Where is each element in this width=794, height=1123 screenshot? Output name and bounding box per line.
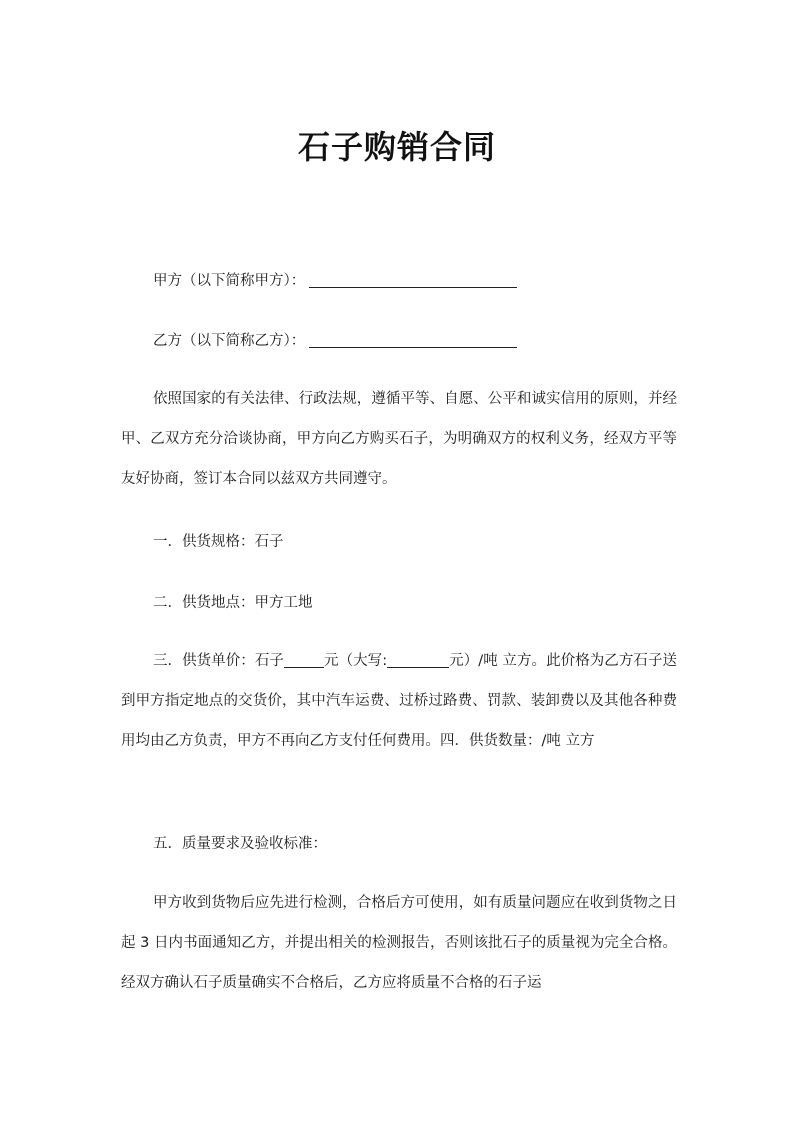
clause-3-unit2: 元）/吨 立方。此价格为乙方 bbox=[449, 653, 634, 669]
party-a-label: 甲方（以下简称甲方）： bbox=[153, 273, 306, 289]
document-title: 石子购销合同 bbox=[297, 128, 496, 166]
party-a-blank bbox=[309, 273, 517, 288]
preamble-paragraph: 依照国家的有关法律、行政法规，遵循平等、自愿、公平和诚实信用的原则，并经甲、乙双方充分洽谈协商，甲方向乙方购买石子，为明确双方的权利义务，经双方平等友好协商，签订本合同以兹双方共同遵守。 bbox=[121, 391, 677, 487]
clause-3-rest: 石子送到甲方指定地点的交货价，其中汽车运费、过桥过路费、罚款、装卸费以及其他各种费用均由乙方负责，甲方不再向乙方支付任何费用。四．供货数量：/吨 立方 bbox=[121, 653, 678, 749]
party-b-line bbox=[153, 329, 517, 350]
price-uppercase-blank bbox=[387, 653, 449, 668]
clause-5-heading: 五．质量要求及验收标准： bbox=[153, 836, 327, 852]
party-b-label: 乙方（以下简称乙方）： bbox=[153, 333, 306, 349]
quality-paragraph: 甲方收到货物后应先进行检测，合格后方可使用，如有质量问题应在收到货物之日起 3 日内书面通知乙方，并提出相关的检测报告，否则该批石子的质量视为完全合格。经双方确认石子质量确实不合格后，乙方应将质量不合格的石子运 bbox=[121, 895, 677, 991]
party-b-blank bbox=[309, 333, 517, 348]
clause-3-paragraph bbox=[121, 641, 677, 761]
clause-2: 二．供货地点：甲方工地 bbox=[153, 595, 313, 611]
party-a-line bbox=[153, 269, 517, 290]
clause-3-unit1: 元（大写: bbox=[323, 653, 388, 669]
clause-3-prefix: 三．供货单价：石子 bbox=[153, 653, 284, 669]
clause-1: 一．供货规格：石子 bbox=[153, 534, 284, 550]
price-blank bbox=[284, 653, 324, 668]
